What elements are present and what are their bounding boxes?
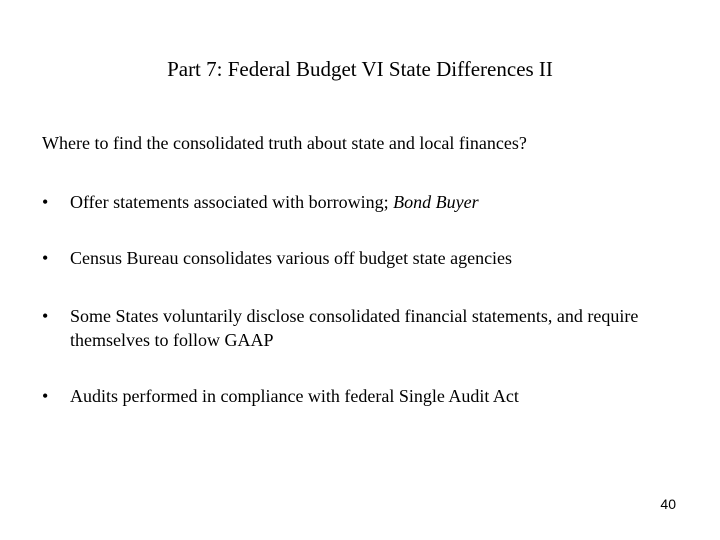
- bullet-item: [42, 190, 682, 214]
- bullet-text: Census Bureau consolidates various off budget state agencies: [70, 248, 513, 268]
- page-number: 40: [660, 496, 676, 512]
- bullet-icon: •: [42, 306, 49, 326]
- bullet-icon: •: [42, 192, 49, 212]
- bullet-text: Some States voluntarily disclose consolidated financial statements, and require themselves to follow GAAP: [70, 306, 639, 350]
- bullet-item: [42, 246, 682, 270]
- bullet-text-emphasis: Bond Buyer: [393, 192, 479, 212]
- bullet-item: [42, 304, 682, 352]
- intro-question: Where to find the consolidated truth about state and local finances?: [42, 133, 527, 153]
- bullet-icon: •: [42, 248, 49, 268]
- slide-title: Part 7: Federal Budget VI State Differences II: [167, 57, 553, 81]
- bullet-icon: •: [42, 386, 49, 406]
- bullet-text: Audits performed in compliance with federal Single Audit Act: [70, 386, 519, 406]
- bullet-text-main: Offer statements associated with borrowing;: [70, 192, 394, 212]
- bullet-text: [70, 190, 670, 214]
- bullet-item: [42, 384, 682, 408]
